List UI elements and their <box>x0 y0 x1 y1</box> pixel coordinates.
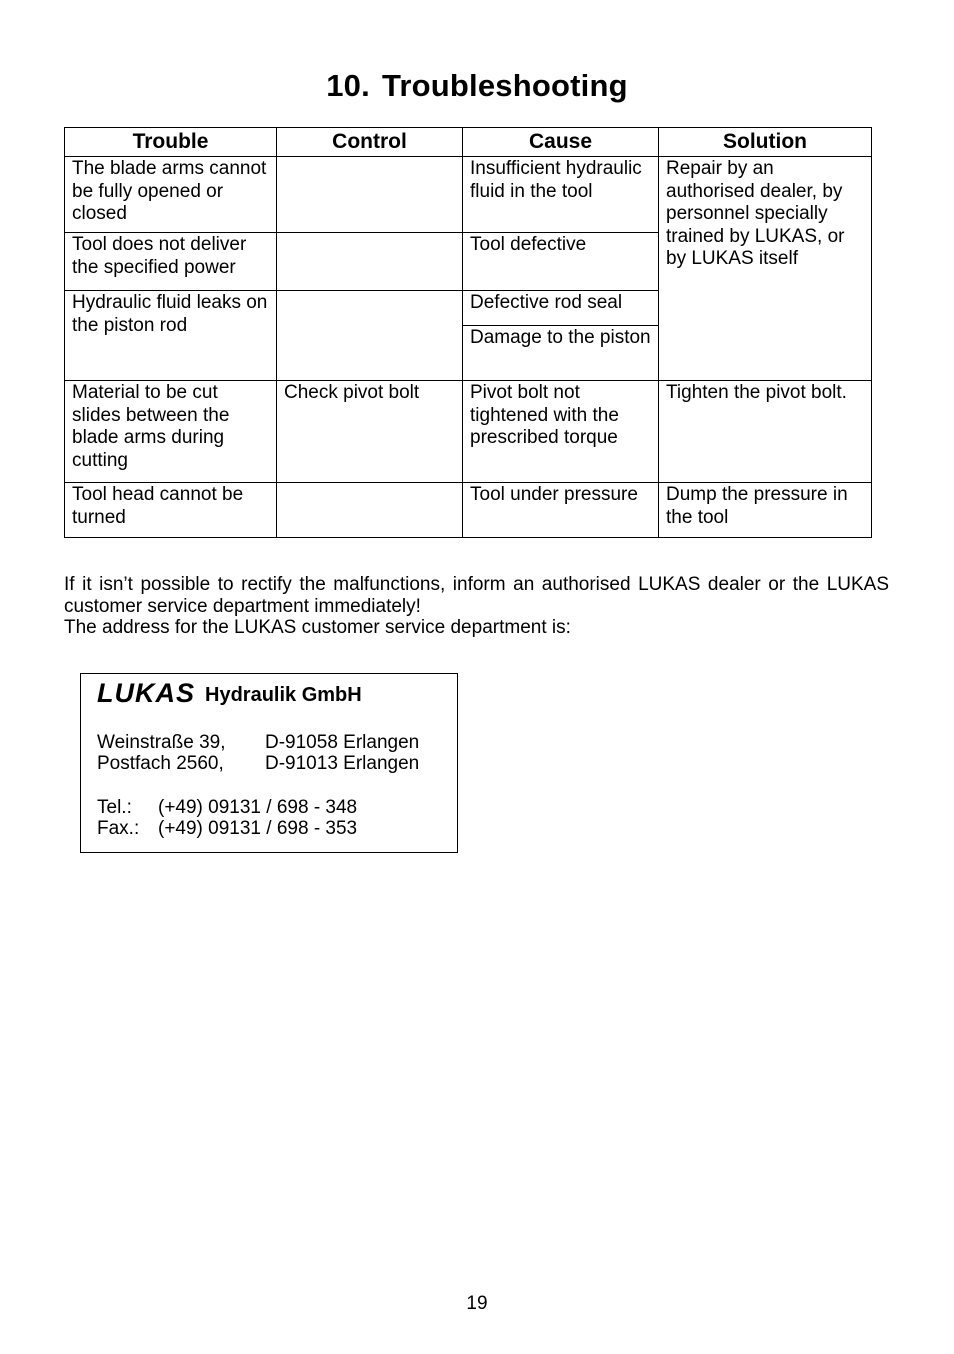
section-title: Troubleshooting <box>381 68 628 103</box>
section-number: 10. <box>326 68 370 103</box>
tel-line <box>97 797 358 819</box>
cell-cause: Defective rod seal <box>463 291 659 326</box>
tel-label: Tel.: <box>97 797 132 818</box>
fax-line <box>97 818 358 840</box>
cell-trouble: Tool does not deliver the specified power <box>65 233 277 291</box>
cell-solution: Repair by an authorised dealer, by personnel specially trained by LUKAS, or by LUKAS itself <box>659 157 872 381</box>
table-row <box>65 483 872 538</box>
pobox: Postfach 2560, <box>97 753 224 774</box>
cell-trouble: Tool head cannot be turned <box>65 483 277 538</box>
pobox-city: D-91013 Erlangen <box>265 753 420 774</box>
troubleshooting-table <box>64 127 872 538</box>
table-row <box>65 157 872 233</box>
page-title <box>0 68 954 104</box>
tel-number: (+49) 09131 / 698 - 348 <box>158 797 358 818</box>
cell-control <box>277 157 463 233</box>
address-header <box>97 678 362 708</box>
cell-control <box>277 233 463 291</box>
cell-control <box>277 291 463 381</box>
contact-paragraph <box>64 574 889 639</box>
street-line <box>97 732 420 754</box>
lukas-logo: LUKAS <box>97 678 195 708</box>
table-row <box>65 381 872 483</box>
cell-cause: Insufficient hydraulic fluid in the tool <box>463 157 659 233</box>
fax-label: Fax.: <box>97 818 140 839</box>
cell-trouble: The blade arms cannot be fully opened or closed <box>65 157 277 233</box>
header-trouble: Trouble <box>65 128 277 157</box>
cell-cause: Tool defective <box>463 233 659 291</box>
table-header-row <box>65 128 872 157</box>
company-name: Hydraulik GmbH <box>205 684 362 706</box>
page-number: 19 <box>466 1293 488 1314</box>
cell-trouble: Hydraulic fluid leaks on the piston rod <box>65 291 277 381</box>
header-cause: Cause <box>463 128 659 157</box>
cell-solution: Tighten the pivot bolt. <box>659 381 872 483</box>
header-control: Control <box>277 128 463 157</box>
cell-cause: Damage to the piston <box>463 326 659 381</box>
address-intro: The address for the LUKAS customer service department is: <box>64 617 571 638</box>
cell-cause: Tool under pressure <box>463 483 659 538</box>
cell-control: Check pivot bolt <box>277 381 463 483</box>
cell-cause: Pivot bolt not tightened with the prescribed torque <box>463 381 659 483</box>
header-solution: Solution <box>659 128 872 157</box>
address-box <box>80 673 458 853</box>
street-city: D-91058 Erlangen <box>265 732 420 753</box>
malfunction-notice: If it isn’t possible to rectify the malfunctions, inform an authorised LUKAS dealer or the LUKAS customer service department immediately! <box>64 574 889 617</box>
cell-solution: Dump the pressure in the tool <box>659 483 872 538</box>
cell-control <box>277 483 463 538</box>
cell-trouble: Material to be cut slides between the blade arms during cutting <box>65 381 277 483</box>
fax-number: (+49) 09131 / 698 - 353 <box>158 818 358 839</box>
pobox-line <box>97 753 420 775</box>
street: Weinstraße 39, <box>97 732 226 753</box>
